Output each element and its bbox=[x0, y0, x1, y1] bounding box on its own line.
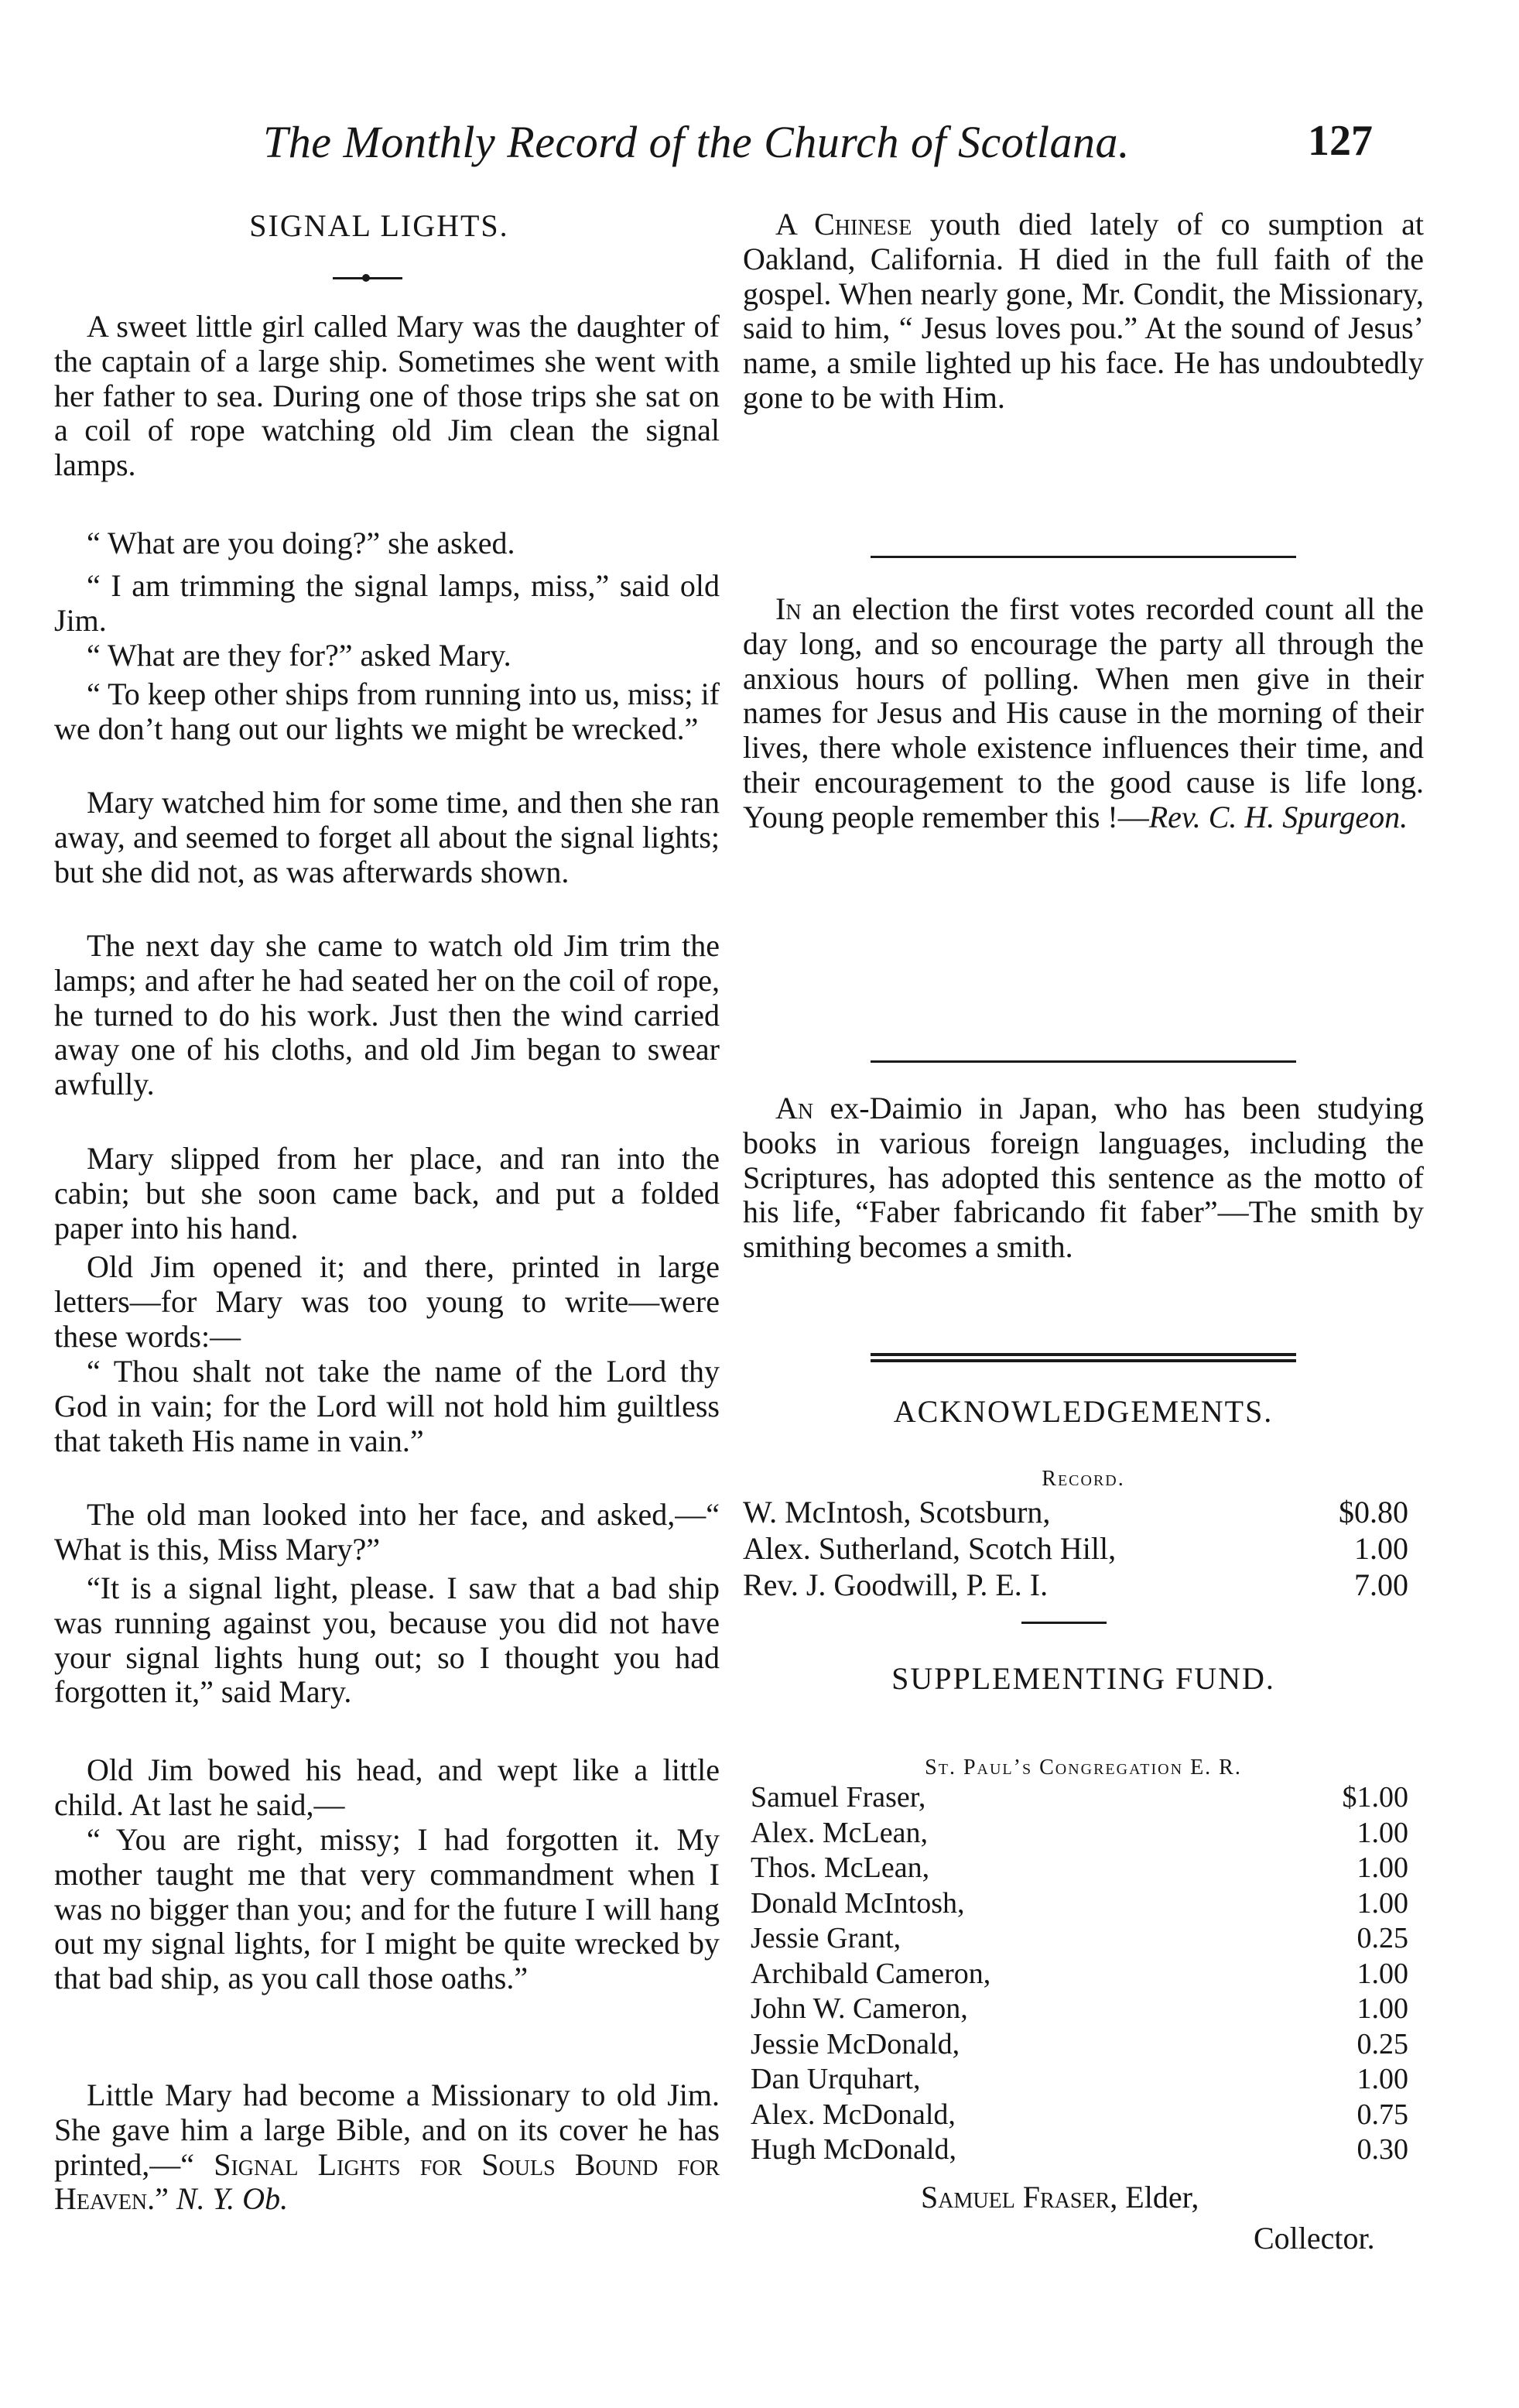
acknowledgements-heading: ACKNOWLEDGEMENTS. bbox=[893, 1394, 1274, 1429]
story-paragraph: Mary slipped from her place, and ran into the cabin; but she soon came back, and put a folded paper into his hand. bbox=[54, 1141, 720, 1245]
ledger-row bbox=[751, 1816, 1408, 1851]
donor-name: Hugh McDonald, bbox=[751, 2133, 956, 2166]
ledger-row bbox=[743, 1530, 1408, 1567]
story-paragraph: The old man looked into her face, and asked,—“ What is this, Miss Mary?” bbox=[54, 1497, 720, 1567]
donor-name: Alex. McDonald, bbox=[751, 2098, 956, 2131]
donation-amount: 1.00 bbox=[1356, 1992, 1408, 2025]
supplementing-fund-heading: SUPPLEMENTING FUND. bbox=[891, 1661, 1275, 1696]
donation-amount: 1.00 bbox=[1356, 1886, 1408, 1920]
story-paragraph: Mary watched him for some time, and then she ran away, and seemed to forget all about the signal lights; but she did not, as was afterwards shown. bbox=[54, 785, 720, 889]
story-paragraph: “It is a signal light, please. I saw that a bad ship was running against you, because you did not have your signal lights hung out; so I thought you had forgotten it,” said Mary. bbox=[54, 1571, 720, 1710]
ledger-row bbox=[751, 2132, 1408, 2168]
donor-name: Dan Urquhart, bbox=[751, 2063, 921, 2095]
fund-ledger bbox=[751, 1780, 1408, 2168]
donation-amount: 1.00 bbox=[1356, 1851, 1408, 1884]
donation-amount: 1.00 bbox=[1356, 1957, 1408, 1990]
donation-amount: 1.00 bbox=[1354, 1531, 1408, 1566]
item-lead: A Chinese bbox=[775, 207, 912, 241]
donation-amount: 0.30 bbox=[1356, 2133, 1408, 2166]
news-item-daimio bbox=[743, 1091, 1424, 1265]
item-lead: In bbox=[775, 591, 802, 626]
ledger-row bbox=[751, 1851, 1408, 1886]
story-paragraph: Old Jim bowed his head, and wept like a little child. At last he said,— bbox=[54, 1752, 720, 1822]
donor-name: Jessie McDonald, bbox=[751, 2027, 960, 2060]
donor-name: Alex. McLean, bbox=[751, 1816, 928, 1849]
donor-name: Thos. McLean, bbox=[751, 1851, 930, 1884]
donor-name: Donald McIntosh, bbox=[751, 1886, 965, 1920]
closing-source: N. Y. Ob. bbox=[176, 2181, 289, 2217]
donor-name: John W. Cameron, bbox=[751, 1992, 968, 2025]
heading-ornament-dot bbox=[362, 274, 370, 282]
news-item-chinese-youth bbox=[743, 207, 1424, 416]
signature-name: Samuel Fraser bbox=[921, 2180, 1110, 2214]
ledger-row bbox=[743, 1567, 1408, 1603]
separator-rule bbox=[1021, 1622, 1107, 1624]
item-body: youth died lately of co sumption at Oakland, California. H died in the full faith of the gospel. When nearly gone, Mr. Condit, the Missionary, said to him, “ Jesus loves pou.” At the sound of Jesus’ name, a smile lighted up his face. He has undoubtedly gone to be with Him. bbox=[743, 207, 1424, 415]
item-lead: An bbox=[775, 1091, 814, 1125]
story-paragraph: “ To keep other ships from running into us, miss; if we don’t hang out our lights we might be wrecked.” bbox=[54, 677, 720, 746]
signature-title: Collector. bbox=[1254, 2221, 1375, 2256]
record-ledger bbox=[743, 1494, 1408, 1603]
donor-name: Samuel Fraser, bbox=[751, 1781, 926, 1814]
double-rule bbox=[871, 1353, 1296, 1362]
donation-amount: 0.25 bbox=[1356, 2027, 1408, 2060]
donation-amount: 0.75 bbox=[1356, 2098, 1408, 2131]
separator-rule bbox=[871, 1060, 1296, 1063]
item-body: ex-Daimio in Japan, who has been studying books in various foreign languages, including the Scriptures, has adopted this sentence as the motto of his life, “Faber fabricando fit faber”—The smith by smithing becomes a smith. bbox=[743, 1091, 1424, 1265]
donation-amount: 1.00 bbox=[1356, 2063, 1408, 2095]
page-number: 127 bbox=[1308, 117, 1373, 165]
congregation-label: St. Paul’s Congregation E. R. bbox=[925, 1755, 1242, 1779]
story-paragraph: “ You are right, missy; I had forgotten it. My mother taught me that very commandment when I was no bigger than you; and for the future I will hang out my signal lights, for I might be quite wrecked by that bad ship, as you call those oaths.” bbox=[54, 1822, 720, 1996]
closing-caps: Signal Lights for Souls Bound for Heaven. bbox=[54, 2146, 720, 2217]
ledger-row bbox=[751, 2098, 1408, 2133]
ledger-row bbox=[751, 1992, 1408, 2027]
donor-name: Rev. J. Goodwill, P. E. I. bbox=[743, 1567, 1049, 1602]
donation-amount: $1.00 bbox=[1342, 1781, 1408, 1814]
ledger-row bbox=[751, 2027, 1408, 2063]
story-paragraph: “ I am trimming the signal lamps, miss,” said old Jim. bbox=[54, 568, 720, 638]
ledger-row bbox=[751, 1957, 1408, 1992]
running-header-title: The Monthly Record of the Church of Scotlana. bbox=[263, 117, 1131, 167]
ledger-row bbox=[751, 1780, 1408, 1816]
separator-rule bbox=[871, 556, 1296, 558]
ledger-row bbox=[743, 1494, 1408, 1530]
news-item-election bbox=[743, 592, 1424, 835]
story-paragraph: “ What are they for?” asked Mary. bbox=[87, 638, 511, 673]
donor-name: Jessie Grant, bbox=[751, 1922, 901, 1954]
record-label: Record. bbox=[1042, 1467, 1125, 1491]
ledger-row bbox=[751, 1921, 1408, 1957]
story-paragraph: A sweet little girl called Mary was the daughter of the captain of a large ship. Sometimes she went with her father to sea. During one of those trips she sat on a coil of rope watching old Jim clean the signal lamps. bbox=[54, 309, 720, 483]
item-source: Rev. C. H. Spurgeon. bbox=[1148, 799, 1408, 834]
story-paragraph: Old Jim opened it; and there, printed in large letters—for Mary was too young to write—were these words:— bbox=[54, 1249, 720, 1354]
donor-name: W. McIntosh, Scotsburn, bbox=[743, 1495, 1051, 1529]
ledger-row bbox=[751, 1886, 1408, 1922]
story-paragraph: “ Thou shalt not take the name of the Lord thy God in vain; for the Lord will not hold him guiltless that taketh His name in vain.” bbox=[54, 1354, 720, 1458]
donor-name: Archibald Cameron, bbox=[751, 1957, 991, 1990]
donation-amount: 7.00 bbox=[1354, 1567, 1408, 1602]
donor-name: Alex. Sutherland, Scotch Hill, bbox=[743, 1531, 1117, 1566]
donation-amount: $0.80 bbox=[1339, 1495, 1408, 1529]
signature-line bbox=[921, 2179, 1199, 2215]
donation-amount: 1.00 bbox=[1356, 1816, 1408, 1849]
article-heading: SIGNAL LIGHTS. bbox=[249, 208, 509, 243]
signature-role: , Elder, bbox=[1110, 2180, 1199, 2214]
story-closing-paragraph bbox=[54, 2078, 720, 2217]
item-body: an election the first votes recorded count all the day long, and so encourage the party all through the anxious hours of polling. When men give in their names for Jesus and His cause in the morning of their lives, there whole existence influences their time, and their encouragement to the good cause is life long. Young people remember this !— bbox=[743, 591, 1424, 834]
closing-tail: ” bbox=[155, 2181, 176, 2217]
ledger-row bbox=[751, 2062, 1408, 2098]
story-paragraph: “ What are you doing?” she asked. bbox=[87, 526, 515, 560]
story-paragraph: The next day she came to watch old Jim trim the lamps; and after he had seated her on the coil of rope, he turned to do his work. Just then the wind carried away one of his cloths, and old Jim began to swear awfully. bbox=[54, 928, 720, 1102]
donation-amount: 0.25 bbox=[1356, 1922, 1408, 1954]
closing-lead: Little Mary had become a Missionary to old Jim. She gave him a large Bible, and on its cover he has printed,—“ bbox=[54, 2077, 720, 2182]
